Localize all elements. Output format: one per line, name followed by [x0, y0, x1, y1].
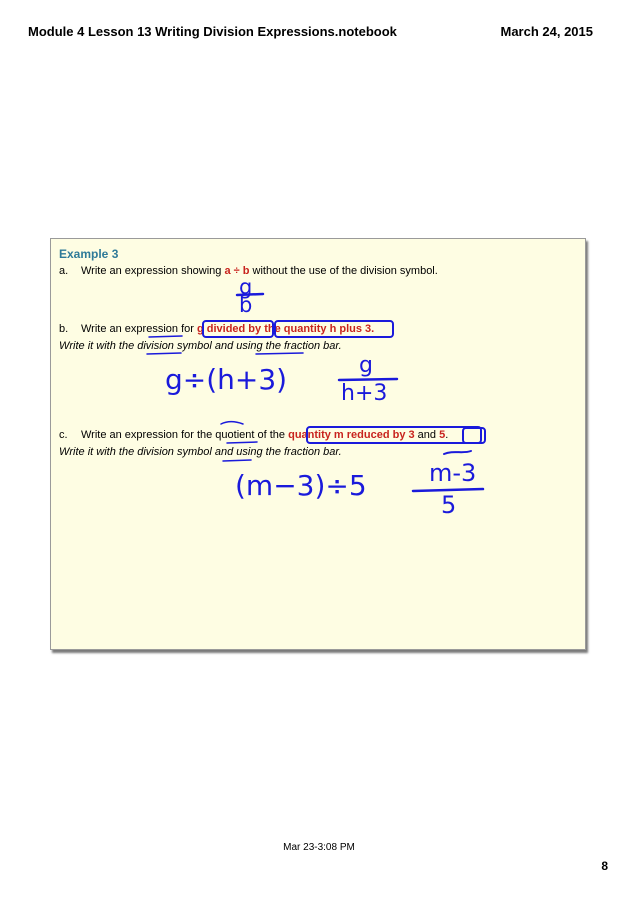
- hw-a-denominator: b: [239, 293, 253, 317]
- hw-b-division: g÷(h+3): [165, 363, 288, 396]
- part-b-text-before: Write an expression for: [81, 323, 197, 335]
- notebook-date: March 24, 2015: [500, 24, 593, 39]
- underline-expression: [149, 336, 182, 337]
- part-c-highlight-1: quantity m reduced by 3: [288, 429, 415, 441]
- underline-division-c: [223, 460, 251, 461]
- part-b-highlight-1: g divided by: [196, 323, 262, 335]
- tick-quotient: [221, 422, 243, 424]
- box-quantity-h-plus-3: [275, 321, 393, 337]
- page-number: 8: [601, 859, 608, 873]
- notebook-title: Module 4 Lesson 13 Writing Division Expressions.notebook: [28, 24, 397, 39]
- hw-b-denominator: h+3: [341, 381, 388, 406]
- part-c-text-before: Write an expression for the quotient of the: [81, 429, 289, 441]
- slide-timestamp: Mar 23-3:08 PM: [283, 842, 355, 853]
- part-b-label: b.: [59, 323, 69, 335]
- part-c-label: c.: [59, 429, 68, 441]
- hw-c-numerator: m-3: [429, 459, 477, 487]
- part-a-label: a.: [59, 265, 69, 277]
- part-c-instruction: Write it with the division symbol and using the fraction bar.: [59, 446, 342, 458]
- ink-annotations: [51, 239, 585, 649]
- box-g-divided-by: [203, 321, 273, 337]
- part-b-instruction: Write it with the division symbol and using the fraction bar.: [59, 340, 342, 352]
- example-title: Example 3: [59, 247, 119, 261]
- part-c-highlight-2: 5: [439, 429, 446, 441]
- hw-c-division: (m−3)÷5: [235, 469, 367, 502]
- underline-quotient: [227, 442, 257, 443]
- part-b-highlight-2: the quantity h plus 3.: [264, 323, 375, 335]
- scribble-three: [444, 451, 471, 454]
- fraction-bar-b: [339, 379, 397, 380]
- hw-b-numerator: g: [359, 353, 373, 378]
- example-panel: [50, 238, 586, 650]
- underline-using: [256, 353, 303, 354]
- part-a-text-after: without the use of the division symbol.: [249, 265, 438, 277]
- part-a-highlight: a ÷ b: [224, 265, 250, 277]
- underline-division: [147, 353, 181, 354]
- part-c-text-after: .: [445, 429, 449, 441]
- part-c-text-mid: and: [414, 429, 440, 441]
- box-quantity-m-reduced: [307, 427, 481, 443]
- hw-a-numerator: g: [239, 275, 253, 299]
- hw-c-denominator: 5: [441, 491, 457, 519]
- part-a-text-before: Write an expression showing: [81, 265, 225, 277]
